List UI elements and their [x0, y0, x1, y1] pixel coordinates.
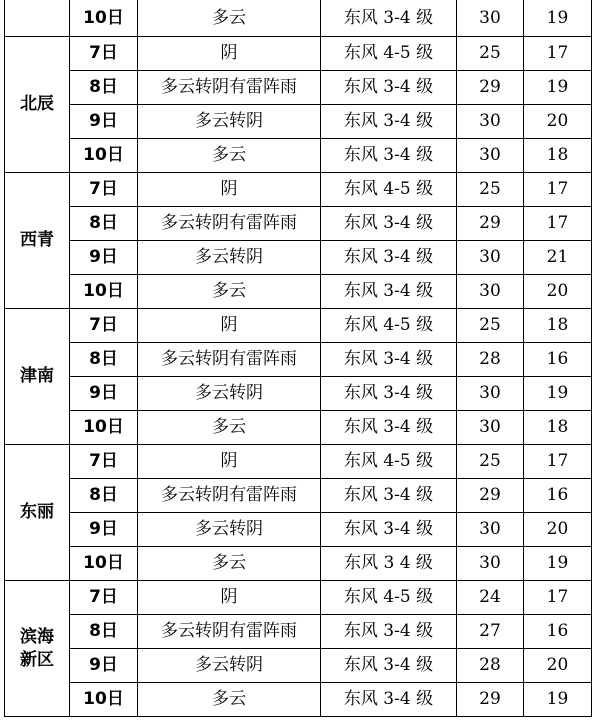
wind-cell: 东风 3-4 级 — [321, 71, 457, 105]
high-temp-cell: 25 — [457, 173, 524, 207]
day-cell: 7日 — [70, 309, 138, 343]
table-row — [5, 139, 592, 173]
low-temp-cell: 19 — [524, 71, 592, 105]
wind-cell: 东风 4-5 级 — [321, 581, 457, 615]
day-cell: 8日 — [70, 615, 138, 649]
table-row — [5, 547, 592, 581]
high-temp-cell: 30 — [457, 241, 524, 275]
low-temp-cell: 18 — [524, 411, 592, 445]
high-temp-cell: 25 — [457, 37, 524, 71]
wind-cell: 东风 4-5 级 — [321, 37, 457, 71]
day-cell: 7日 — [70, 37, 138, 71]
weather-cell: 多云 — [138, 547, 321, 581]
table-row — [5, 275, 592, 309]
weather-cell: 多云转阴 — [138, 241, 321, 275]
day-cell: 7日 — [70, 581, 138, 615]
wind-cell: 东风 3-4 级 — [321, 377, 457, 411]
region-name-cell: 西青 — [5, 173, 70, 309]
table-row — [5, 513, 592, 547]
day-cell: 10日 — [70, 139, 138, 173]
low-temp-cell: 17 — [524, 207, 592, 241]
region-name-line: 新区 — [20, 649, 54, 670]
high-temp-cell: 29 — [457, 207, 524, 241]
day-cell: 10日 — [70, 411, 138, 445]
day-cell: 9日 — [70, 513, 138, 547]
day-cell: 10日 — [70, 275, 138, 309]
high-temp-cell: 30 — [457, 139, 524, 173]
table-row — [5, 0, 592, 37]
weather-cell: 多云 — [138, 275, 321, 309]
forecast-table — [4, 0, 592, 717]
day-cell: 8日 — [70, 343, 138, 377]
high-temp-cell: 29 — [457, 683, 524, 717]
table-row — [5, 615, 592, 649]
low-temp-cell: 16 — [524, 343, 592, 377]
day-cell: 8日 — [70, 479, 138, 513]
wind-cell: 东风 3 4 级 — [321, 547, 457, 581]
region-name-cell: 津南 — [5, 309, 70, 445]
day-cell: 7日 — [70, 445, 138, 479]
weather-cell: 多云 — [138, 683, 321, 717]
wind-cell: 东风 3-4 级 — [321, 241, 457, 275]
table-row — [5, 581, 592, 615]
high-temp-cell: 29 — [457, 71, 524, 105]
table-row — [5, 71, 592, 105]
weather-cell: 多云转阴 — [138, 105, 321, 139]
weather-cell: 多云转阴 — [138, 513, 321, 547]
wind-cell: 东风 3-4 级 — [321, 479, 457, 513]
high-temp-cell: 30 — [457, 411, 524, 445]
wind-cell: 东风 3-4 级 — [321, 105, 457, 139]
low-temp-cell: 19 — [524, 683, 592, 717]
low-temp-cell: 18 — [524, 139, 592, 173]
table-row — [5, 649, 592, 683]
wind-cell: 东风 4-5 级 — [321, 445, 457, 479]
weather-cell: 多云转阴 — [138, 377, 321, 411]
high-temp-cell: 30 — [457, 547, 524, 581]
weather-cell: 阴 — [138, 309, 321, 343]
table-row — [5, 241, 592, 275]
high-temp-cell: 29 — [457, 479, 524, 513]
low-temp-cell: 20 — [524, 513, 592, 547]
weather-cell: 多云转阴有雷阵雨 — [138, 207, 321, 241]
weather-cell: 多云 — [138, 0, 321, 37]
low-temp-cell: 17 — [524, 37, 592, 71]
low-temp-cell: 19 — [524, 377, 592, 411]
high-temp-cell: 30 — [457, 513, 524, 547]
low-temp-cell: 18 — [524, 309, 592, 343]
high-temp-cell: 30 — [457, 377, 524, 411]
day-cell: 8日 — [70, 207, 138, 241]
table-row — [5, 207, 592, 241]
table-row — [5, 683, 592, 717]
wind-cell: 东风 3-4 级 — [321, 207, 457, 241]
high-temp-cell: 24 — [457, 581, 524, 615]
high-temp-cell: 25 — [457, 445, 524, 479]
high-temp-cell: 30 — [457, 0, 524, 37]
wind-cell: 东风 3-4 级 — [321, 649, 457, 683]
high-temp-cell: 25 — [457, 309, 524, 343]
low-temp-cell: 17 — [524, 581, 592, 615]
day-cell: 10日 — [70, 0, 138, 37]
wind-cell: 东风 3-4 级 — [321, 411, 457, 445]
table-row — [5, 343, 592, 377]
region-name-cell: 北辰 — [5, 37, 70, 173]
wind-cell: 东风 4-5 级 — [321, 309, 457, 343]
weather-cell: 多云转阴 — [138, 649, 321, 683]
weather-cell: 多云 — [138, 139, 321, 173]
table-body — [5, 0, 592, 717]
low-temp-cell: 21 — [524, 241, 592, 275]
high-temp-cell: 28 — [457, 343, 524, 377]
weather-cell: 阴 — [138, 37, 321, 71]
low-temp-cell: 17 — [524, 173, 592, 207]
day-cell: 8日 — [70, 71, 138, 105]
table-row — [5, 479, 592, 513]
low-temp-cell: 16 — [524, 479, 592, 513]
weather-cell: 阴 — [138, 173, 321, 207]
weather-cell: 多云转阴有雷阵雨 — [138, 615, 321, 649]
wind-cell: 东风 3-4 级 — [321, 513, 457, 547]
low-temp-cell: 19 — [524, 0, 592, 37]
wind-cell: 东风 3-4 级 — [321, 139, 457, 173]
high-temp-cell: 28 — [457, 649, 524, 683]
day-cell: 9日 — [70, 377, 138, 411]
day-cell: 9日 — [70, 105, 138, 139]
table-row — [5, 377, 592, 411]
low-temp-cell: 20 — [524, 105, 592, 139]
low-temp-cell: 17 — [524, 445, 592, 479]
weather-cell: 阴 — [138, 445, 321, 479]
low-temp-cell: 19 — [524, 547, 592, 581]
day-cell: 10日 — [70, 683, 138, 717]
weather-cell: 多云转阴有雷阵雨 — [138, 343, 321, 377]
day-cell: 10日 — [70, 547, 138, 581]
wind-cell: 东风 3-4 级 — [321, 343, 457, 377]
wind-cell: 东风 3-4 级 — [321, 275, 457, 309]
high-temp-cell: 30 — [457, 105, 524, 139]
weather-cell: 多云转阴有雷阵雨 — [138, 479, 321, 513]
day-cell: 7日 — [70, 173, 138, 207]
high-temp-cell: 27 — [457, 615, 524, 649]
low-temp-cell: 20 — [524, 649, 592, 683]
table-row — [5, 37, 592, 71]
table-row — [5, 173, 592, 207]
high-temp-cell: 30 — [457, 275, 524, 309]
weather-cell: 多云 — [138, 411, 321, 445]
table-row — [5, 411, 592, 445]
region-name-cell — [5, 581, 70, 717]
low-temp-cell: 16 — [524, 615, 592, 649]
wind-cell: 东风 3-4 级 — [321, 615, 457, 649]
table-row — [5, 309, 592, 343]
table-row — [5, 445, 592, 479]
wind-cell: 东风 3-4 级 — [321, 683, 457, 717]
wind-cell: 东风 3-4 级 — [321, 0, 457, 37]
day-cell: 9日 — [70, 241, 138, 275]
table-row — [5, 105, 592, 139]
region-cell-blank — [5, 0, 70, 37]
weather-cell: 阴 — [138, 581, 321, 615]
region-name-line: 滨海 — [20, 626, 54, 647]
low-temp-cell: 20 — [524, 275, 592, 309]
region-name-cell: 东丽 — [5, 445, 70, 581]
day-cell: 9日 — [70, 649, 138, 683]
weather-cell: 多云转阴有雷阵雨 — [138, 71, 321, 105]
wind-cell: 东风 4-5 级 — [321, 173, 457, 207]
